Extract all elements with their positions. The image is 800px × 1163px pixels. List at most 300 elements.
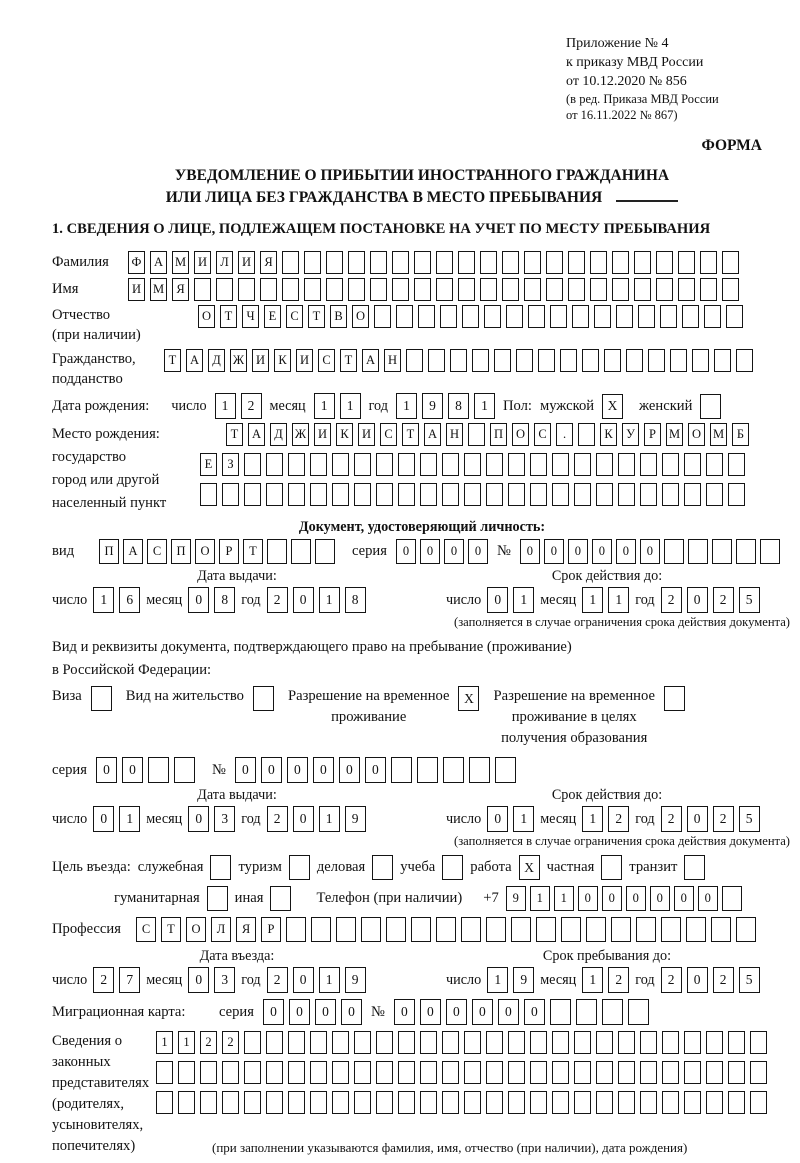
char-cell[interactable]: 1 — [178, 1031, 195, 1054]
char-cell[interactable]: Ж — [292, 423, 309, 446]
char-cell[interactable] — [750, 1061, 767, 1084]
char-cell[interactable]: 0 — [96, 757, 117, 783]
char-cell[interactable]: Л — [216, 251, 233, 274]
char-cell[interactable] — [406, 349, 423, 372]
purpose-humanitarian-checkbox[interactable] — [207, 886, 228, 911]
char-cell[interactable] — [568, 278, 585, 301]
char-cell[interactable]: 1 — [215, 393, 236, 419]
char-cell[interactable]: Т — [161, 917, 181, 942]
char-cell[interactable]: Р — [261, 917, 281, 942]
char-cell[interactable] — [436, 251, 453, 274]
char-cell[interactable] — [574, 453, 591, 476]
char-cell[interactable]: М — [666, 423, 683, 446]
char-cell[interactable] — [572, 305, 589, 328]
char-cell[interactable] — [604, 349, 621, 372]
char-cell[interactable]: 1 — [513, 587, 534, 613]
char-cell[interactable] — [530, 483, 547, 506]
char-cell[interactable] — [664, 539, 684, 564]
char-cell[interactable] — [244, 1061, 261, 1084]
char-cell[interactable]: 0 — [293, 967, 314, 993]
char-cell[interactable] — [640, 453, 657, 476]
char-cell[interactable] — [574, 1091, 591, 1114]
char-cell[interactable] — [332, 1031, 349, 1054]
char-cell[interactable]: С — [380, 423, 397, 446]
char-cell[interactable] — [714, 349, 731, 372]
char-cell[interactable]: И — [314, 423, 331, 446]
char-cell[interactable] — [464, 1061, 481, 1084]
char-cell[interactable]: 0 — [293, 806, 314, 832]
char-cell[interactable]: О — [688, 423, 705, 446]
char-cell[interactable]: М — [710, 423, 727, 446]
char-cell[interactable] — [468, 423, 485, 446]
purpose-other-checkbox[interactable] — [270, 886, 291, 911]
char-cell[interactable]: 1 — [314, 393, 335, 419]
char-cell[interactable] — [530, 1031, 547, 1054]
char-cell[interactable] — [574, 483, 591, 506]
char-cell[interactable] — [462, 305, 479, 328]
char-cell[interactable] — [612, 278, 629, 301]
char-cell[interactable]: А — [186, 349, 203, 372]
char-cell[interactable]: 1 — [474, 393, 495, 419]
char-cell[interactable] — [420, 1031, 437, 1054]
char-cell[interactable]: 0 — [122, 757, 143, 783]
char-cell[interactable]: С — [286, 305, 303, 328]
char-cell[interactable] — [662, 1061, 679, 1084]
char-cell[interactable]: А — [150, 251, 167, 274]
char-cell[interactable]: Е — [200, 453, 217, 476]
char-cell[interactable]: 2 — [93, 967, 114, 993]
char-cell[interactable] — [428, 349, 445, 372]
char-cell[interactable] — [704, 305, 721, 328]
char-cell[interactable]: Я — [172, 278, 189, 301]
char-cell[interactable] — [596, 1091, 613, 1114]
char-cell[interactable]: П — [490, 423, 507, 446]
char-cell[interactable] — [530, 1091, 547, 1114]
char-cell[interactable] — [442, 1031, 459, 1054]
char-cell[interactable] — [662, 453, 679, 476]
char-cell[interactable] — [200, 483, 217, 506]
char-cell[interactable] — [260, 278, 277, 301]
char-cell[interactable] — [502, 251, 519, 274]
char-cell[interactable]: 5 — [739, 806, 760, 832]
char-cell[interactable]: 2 — [267, 587, 288, 613]
char-cell[interactable]: 0 — [640, 539, 660, 564]
char-cell[interactable]: 0 — [420, 999, 441, 1025]
char-cell[interactable] — [376, 453, 393, 476]
char-cell[interactable]: 0 — [487, 587, 508, 613]
char-cell[interactable] — [332, 1061, 349, 1084]
char-cell[interactable]: 0 — [420, 539, 440, 564]
char-cell[interactable] — [502, 278, 519, 301]
char-cell[interactable] — [266, 453, 283, 476]
char-cell[interactable] — [612, 251, 629, 274]
char-cell[interactable]: П — [171, 539, 191, 564]
char-cell[interactable]: 0 — [687, 967, 708, 993]
char-cell[interactable]: 0 — [650, 886, 670, 911]
char-cell[interactable]: И — [194, 251, 211, 274]
char-cell[interactable] — [472, 349, 489, 372]
char-cell[interactable]: 3 — [214, 967, 235, 993]
char-cell[interactable]: Я — [260, 251, 277, 274]
char-cell[interactable]: С — [534, 423, 551, 446]
char-cell[interactable]: 2 — [608, 806, 629, 832]
char-cell[interactable] — [396, 305, 413, 328]
char-cell[interactable] — [561, 917, 581, 942]
char-cell[interactable] — [282, 251, 299, 274]
char-cell[interactable] — [156, 1091, 173, 1114]
char-cell[interactable] — [662, 1031, 679, 1054]
char-cell[interactable] — [291, 539, 311, 564]
char-cell[interactable]: 1 — [119, 806, 140, 832]
char-cell[interactable] — [684, 453, 701, 476]
char-cell[interactable] — [495, 757, 516, 783]
char-cell[interactable]: 8 — [448, 393, 469, 419]
char-cell[interactable]: М — [172, 251, 189, 274]
char-cell[interactable] — [686, 917, 706, 942]
char-cell[interactable] — [618, 1031, 635, 1054]
char-cell[interactable] — [486, 917, 506, 942]
char-cell[interactable] — [486, 1091, 503, 1114]
char-cell[interactable]: 0 — [339, 757, 360, 783]
char-cell[interactable]: 9 — [513, 967, 534, 993]
char-cell[interactable]: А — [123, 539, 143, 564]
char-cell[interactable] — [552, 453, 569, 476]
char-cell[interactable] — [370, 278, 387, 301]
char-cell[interactable] — [684, 483, 701, 506]
char-cell[interactable] — [568, 251, 585, 274]
char-cell[interactable]: Т — [402, 423, 419, 446]
char-cell[interactable]: К — [274, 349, 291, 372]
char-cell[interactable]: О — [512, 423, 529, 446]
char-cell[interactable]: 5 — [739, 967, 760, 993]
char-cell[interactable] — [376, 1061, 393, 1084]
char-cell[interactable]: 1 — [582, 967, 603, 993]
char-cell[interactable]: Л — [211, 917, 231, 942]
char-cell[interactable] — [508, 1061, 525, 1084]
char-cell[interactable]: 2 — [661, 587, 682, 613]
char-cell[interactable] — [288, 1031, 305, 1054]
char-cell[interactable] — [494, 349, 511, 372]
char-cell[interactable] — [267, 539, 287, 564]
char-cell[interactable] — [376, 1091, 393, 1114]
char-cell[interactable] — [508, 1031, 525, 1054]
char-cell[interactable] — [711, 917, 731, 942]
option-visa-checkbox[interactable] — [91, 686, 112, 711]
char-cell[interactable]: 9 — [345, 806, 366, 832]
char-cell[interactable]: Т — [220, 305, 237, 328]
char-cell[interactable]: А — [362, 349, 379, 372]
char-cell[interactable] — [552, 1031, 569, 1054]
char-cell[interactable] — [506, 305, 523, 328]
char-cell[interactable] — [706, 453, 723, 476]
char-cell[interactable] — [174, 757, 195, 783]
char-cell[interactable]: 0 — [444, 539, 464, 564]
option-temp-residence-education-checkbox[interactable] — [664, 686, 685, 711]
char-cell[interactable]: Н — [446, 423, 463, 446]
char-cell[interactable]: 1 — [340, 393, 361, 419]
gender-male-checkbox[interactable]: X — [602, 394, 623, 419]
char-cell[interactable]: 1 — [319, 587, 340, 613]
char-cell[interactable]: И — [238, 251, 255, 274]
char-cell[interactable]: 0 — [544, 539, 564, 564]
char-cell[interactable]: Д — [208, 349, 225, 372]
char-cell[interactable]: 6 — [119, 587, 140, 613]
char-cell[interactable] — [484, 305, 501, 328]
purpose-private-checkbox[interactable] — [601, 855, 622, 880]
char-cell[interactable] — [662, 1091, 679, 1114]
char-cell[interactable] — [461, 917, 481, 942]
char-cell[interactable]: У — [622, 423, 639, 446]
char-cell[interactable] — [508, 453, 525, 476]
char-cell[interactable] — [550, 999, 571, 1025]
char-cell[interactable]: 0 — [698, 886, 718, 911]
char-cell[interactable]: 1 — [513, 806, 534, 832]
char-cell[interactable] — [310, 1091, 327, 1114]
char-cell[interactable] — [326, 251, 343, 274]
char-cell[interactable] — [486, 1031, 503, 1054]
char-cell[interactable]: 3 — [214, 806, 235, 832]
char-cell[interactable] — [634, 278, 651, 301]
purpose-tourism-checkbox[interactable] — [289, 855, 310, 880]
char-cell[interactable] — [524, 278, 541, 301]
char-cell[interactable] — [602, 999, 623, 1025]
char-cell[interactable]: 0 — [188, 587, 209, 613]
char-cell[interactable] — [178, 1091, 195, 1114]
char-cell[interactable]: 0 — [468, 539, 488, 564]
char-cell[interactable] — [311, 917, 331, 942]
char-cell[interactable]: 0 — [289, 999, 310, 1025]
char-cell[interactable]: 2 — [661, 967, 682, 993]
char-cell[interactable] — [418, 305, 435, 328]
char-cell[interactable] — [354, 1091, 371, 1114]
char-cell[interactable]: 0 — [188, 806, 209, 832]
char-cell[interactable]: Е — [264, 305, 281, 328]
purpose-transit-checkbox[interactable] — [684, 855, 705, 880]
char-cell[interactable] — [458, 251, 475, 274]
char-cell[interactable] — [618, 483, 635, 506]
char-cell[interactable] — [628, 999, 649, 1025]
char-cell[interactable] — [464, 483, 481, 506]
char-cell[interactable] — [361, 917, 381, 942]
char-cell[interactable] — [310, 1031, 327, 1054]
char-cell[interactable] — [420, 483, 437, 506]
char-cell[interactable]: . — [556, 423, 573, 446]
char-cell[interactable] — [634, 251, 651, 274]
char-cell[interactable]: 2 — [608, 967, 629, 993]
char-cell[interactable] — [354, 453, 371, 476]
char-cell[interactable]: 1 — [93, 587, 114, 613]
char-cell[interactable]: Т — [164, 349, 181, 372]
char-cell[interactable]: Т — [243, 539, 263, 564]
char-cell[interactable]: 0 — [498, 999, 519, 1025]
char-cell[interactable]: 1 — [530, 886, 550, 911]
char-cell[interactable] — [200, 1091, 217, 1114]
char-cell[interactable] — [760, 539, 780, 564]
char-cell[interactable] — [596, 1061, 613, 1084]
char-cell[interactable] — [414, 251, 431, 274]
char-cell[interactable]: О — [195, 539, 215, 564]
char-cell[interactable] — [442, 453, 459, 476]
char-cell[interactable] — [660, 305, 677, 328]
char-cell[interactable]: 0 — [602, 886, 622, 911]
char-cell[interactable]: 0 — [524, 999, 545, 1025]
char-cell[interactable] — [688, 539, 708, 564]
char-cell[interactable]: 0 — [687, 806, 708, 832]
char-cell[interactable] — [576, 999, 597, 1025]
purpose-study-checkbox[interactable] — [442, 855, 463, 880]
char-cell[interactable] — [596, 453, 613, 476]
char-cell[interactable]: Б — [732, 423, 749, 446]
char-cell[interactable] — [386, 917, 406, 942]
char-cell[interactable] — [420, 1091, 437, 1114]
char-cell[interactable]: 0 — [293, 587, 314, 613]
char-cell[interactable] — [310, 1061, 327, 1084]
char-cell[interactable] — [326, 278, 343, 301]
char-cell[interactable]: В — [330, 305, 347, 328]
char-cell[interactable] — [304, 251, 321, 274]
char-cell[interactable] — [678, 251, 695, 274]
char-cell[interactable] — [508, 1091, 525, 1114]
char-cell[interactable] — [728, 483, 745, 506]
char-cell[interactable]: 0 — [235, 757, 256, 783]
char-cell[interactable]: Я — [236, 917, 256, 942]
char-cell[interactable]: 0 — [472, 999, 493, 1025]
char-cell[interactable] — [348, 251, 365, 274]
char-cell[interactable] — [304, 278, 321, 301]
char-cell[interactable] — [618, 1061, 635, 1084]
purpose-work-checkbox[interactable]: X — [519, 855, 540, 880]
char-cell[interactable] — [750, 1091, 767, 1114]
char-cell[interactable] — [266, 1091, 283, 1114]
char-cell[interactable] — [640, 1061, 657, 1084]
char-cell[interactable]: И — [252, 349, 269, 372]
char-cell[interactable] — [216, 278, 233, 301]
char-cell[interactable] — [398, 483, 415, 506]
char-cell[interactable] — [469, 757, 490, 783]
char-cell[interactable]: 0 — [578, 886, 598, 911]
char-cell[interactable]: Д — [270, 423, 287, 446]
char-cell[interactable] — [594, 305, 611, 328]
char-cell[interactable]: 1 — [487, 967, 508, 993]
char-cell[interactable] — [332, 483, 349, 506]
char-cell[interactable] — [538, 349, 555, 372]
char-cell[interactable] — [684, 1031, 701, 1054]
char-cell[interactable] — [508, 483, 525, 506]
char-cell[interactable]: 1 — [582, 806, 603, 832]
char-cell[interactable]: 2 — [241, 393, 262, 419]
char-cell[interactable] — [244, 1031, 261, 1054]
char-cell[interactable] — [586, 917, 606, 942]
char-cell[interactable] — [458, 278, 475, 301]
char-cell[interactable] — [640, 1031, 657, 1054]
char-cell[interactable]: А — [424, 423, 441, 446]
char-cell[interactable] — [420, 1061, 437, 1084]
char-cell[interactable]: А — [248, 423, 265, 446]
char-cell[interactable]: 1 — [319, 806, 340, 832]
char-cell[interactable] — [450, 349, 467, 372]
char-cell[interactable] — [480, 251, 497, 274]
char-cell[interactable] — [443, 757, 464, 783]
char-cell[interactable]: П — [99, 539, 119, 564]
char-cell[interactable] — [392, 251, 409, 274]
char-cell[interactable] — [706, 1061, 723, 1084]
purpose-business-checkbox[interactable] — [372, 855, 393, 880]
char-cell[interactable] — [596, 1031, 613, 1054]
char-cell[interactable] — [374, 305, 391, 328]
char-cell[interactable] — [552, 1061, 569, 1084]
gender-female-checkbox[interactable] — [700, 394, 721, 419]
char-cell[interactable] — [288, 1091, 305, 1114]
char-cell[interactable] — [354, 1031, 371, 1054]
char-cell[interactable]: 0 — [341, 999, 362, 1025]
char-cell[interactable]: 0 — [93, 806, 114, 832]
char-cell[interactable] — [315, 539, 335, 564]
char-cell[interactable] — [530, 1061, 547, 1084]
char-cell[interactable]: 1 — [608, 587, 629, 613]
char-cell[interactable] — [511, 917, 531, 942]
char-cell[interactable] — [582, 349, 599, 372]
char-cell[interactable]: И — [296, 349, 313, 372]
char-cell[interactable]: 2 — [713, 967, 734, 993]
char-cell[interactable] — [286, 917, 306, 942]
option-temp-residence-checkbox[interactable]: X — [458, 686, 479, 711]
char-cell[interactable] — [546, 278, 563, 301]
char-cell[interactable] — [178, 1061, 195, 1084]
char-cell[interactable]: З — [222, 453, 239, 476]
char-cell[interactable] — [684, 1061, 701, 1084]
char-cell[interactable] — [442, 1061, 459, 1084]
char-cell[interactable] — [552, 483, 569, 506]
char-cell[interactable] — [678, 278, 695, 301]
char-cell[interactable]: 0 — [365, 757, 386, 783]
char-cell[interactable] — [244, 453, 261, 476]
char-cell[interactable] — [148, 757, 169, 783]
char-cell[interactable]: 5 — [739, 587, 760, 613]
char-cell[interactable]: 0 — [592, 539, 612, 564]
char-cell[interactable] — [486, 453, 503, 476]
char-cell[interactable]: 0 — [568, 539, 588, 564]
char-cell[interactable] — [464, 1031, 481, 1054]
char-cell[interactable] — [661, 917, 681, 942]
purpose-official-checkbox[interactable] — [210, 855, 231, 880]
char-cell[interactable] — [332, 1091, 349, 1114]
char-cell[interactable]: К — [600, 423, 617, 446]
char-cell[interactable] — [636, 917, 656, 942]
char-cell[interactable] — [222, 1091, 239, 1114]
char-cell[interactable] — [266, 483, 283, 506]
char-cell[interactable] — [722, 278, 739, 301]
char-cell[interactable]: Р — [219, 539, 239, 564]
char-cell[interactable]: 9 — [345, 967, 366, 993]
char-cell[interactable] — [590, 278, 607, 301]
char-cell[interactable] — [616, 305, 633, 328]
char-cell[interactable]: 2 — [267, 967, 288, 993]
char-cell[interactable] — [596, 483, 613, 506]
char-cell[interactable] — [310, 453, 327, 476]
char-cell[interactable] — [546, 251, 563, 274]
char-cell[interactable] — [222, 483, 239, 506]
char-cell[interactable]: И — [128, 278, 145, 301]
char-cell[interactable] — [552, 1091, 569, 1114]
char-cell[interactable]: 0 — [261, 757, 282, 783]
char-cell[interactable] — [706, 1091, 723, 1114]
char-cell[interactable] — [528, 305, 545, 328]
char-cell[interactable]: К — [336, 423, 353, 446]
char-cell[interactable] — [391, 757, 412, 783]
char-cell[interactable] — [692, 349, 709, 372]
char-cell[interactable] — [640, 1091, 657, 1114]
char-cell[interactable] — [244, 1091, 261, 1114]
